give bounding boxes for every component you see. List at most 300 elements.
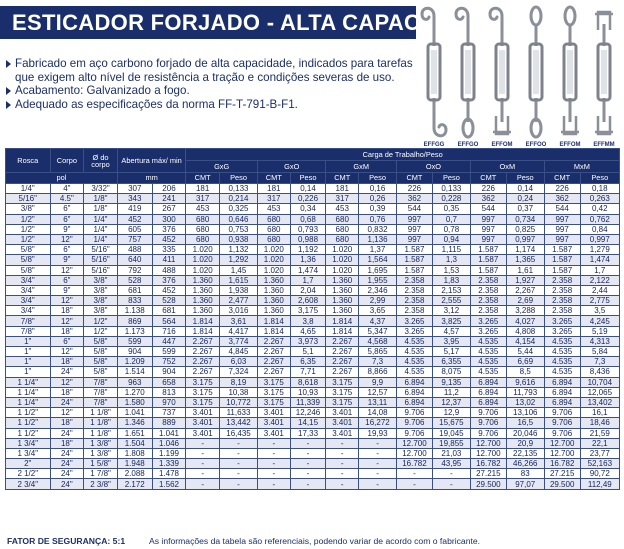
table-cell: - [290, 438, 326, 448]
table-cell: 3,8 [290, 316, 326, 326]
table-row [6, 306, 620, 316]
table-cell: 1,615 [220, 275, 258, 285]
table-cell: 3/8" [6, 204, 51, 214]
page-title: ESTICADOR FORJADO - ALTA CAPACIDADE [12, 10, 491, 35]
table-cell: 335 [152, 245, 186, 255]
table-cell: 1/2" [6, 224, 51, 234]
table-cell: 12.700 [470, 438, 506, 448]
table-cell: 16.782 [544, 459, 580, 469]
table-cell: 1/4" [6, 184, 51, 194]
table-cell: 5,84 [580, 347, 619, 357]
header-peso: Peso [290, 173, 326, 184]
table-cell: 1,53 [432, 265, 470, 275]
header-peso: Peso [432, 173, 470, 184]
table-cell: 13,402 [580, 397, 619, 407]
table-cell: 1.587 [470, 245, 506, 255]
bullet-arrow-icon [6, 87, 11, 95]
table-row [6, 367, 620, 377]
table-cell: 317 [258, 194, 291, 204]
table-cell: 680 [186, 214, 220, 224]
table-cell: 12.700 [397, 448, 433, 458]
turnbuckle-image [422, 8, 446, 148]
table-cell: 5,865 [359, 347, 397, 357]
table-cell: 452 [152, 285, 186, 295]
table-cell: 452 [152, 234, 186, 244]
table-cell: 3.175 [258, 377, 291, 387]
table-cell: 1 3/8" [84, 438, 118, 448]
turnbuckle-image [526, 7, 547, 148]
table-cell: 1,61 [506, 265, 544, 275]
table-cell: 12,246 [290, 408, 326, 418]
table-cell: 1.270 [117, 387, 152, 397]
table-cell: 6.894 [544, 387, 580, 397]
table-row [6, 408, 620, 418]
table-cell: 0,325 [220, 204, 258, 214]
table-cell: 640 [117, 255, 152, 265]
table-cell: - [220, 469, 258, 479]
table-cell: 1.041 [117, 408, 152, 418]
table-cell: 15,675 [432, 418, 470, 428]
table-cell: 5/16" [84, 255, 118, 265]
table-cell: 3/32" [84, 184, 118, 194]
table-cell: 4.535 [544, 347, 580, 357]
table-cell: 19,855 [432, 438, 470, 448]
product-images [418, 2, 622, 148]
table-cell: 1.020 [326, 265, 359, 275]
table-cell: 1 3/8" [84, 448, 118, 458]
table-cell: 4,313 [580, 336, 619, 346]
table-row [6, 448, 620, 458]
table-cell: 267 [152, 204, 186, 214]
table-cell: 1/4" [84, 234, 118, 244]
safety-factor: FATOR DE SEGURANÇA: 5:1 [7, 536, 126, 546]
header-pol: pol [6, 173, 118, 184]
table-cell: 1,36 [290, 255, 326, 265]
table-cell: 6.894 [470, 377, 506, 387]
header-peso: Peso [359, 173, 397, 184]
table-row [6, 357, 620, 367]
table-cell: 2.172 [117, 479, 152, 489]
table-cell: 997 [544, 214, 580, 224]
table-cell: 1.360 [258, 296, 291, 306]
table-cell: 2.267 [258, 347, 291, 357]
table-cell: 4,845 [220, 347, 258, 357]
table-cell: 997 [544, 234, 580, 244]
table-cell: 544 [544, 204, 580, 214]
table-cell: 18" [50, 387, 84, 397]
table-cell: 1.346 [117, 418, 152, 428]
table-cell: 0,16 [359, 184, 397, 194]
table-cell: 9" [50, 285, 84, 295]
table-cell: 680 [258, 214, 291, 224]
table-cell: 1 5/8" [84, 459, 118, 469]
table-cell: 1.814 [258, 326, 291, 336]
table-cell: 2.267 [326, 347, 359, 357]
table-cell: 6" [50, 245, 84, 255]
table-cell: 9.706 [470, 408, 506, 418]
table-cell: 2.267 [326, 367, 359, 377]
table-cell: 1" [6, 336, 51, 346]
table-cell: 83 [506, 469, 544, 479]
table-cell: 0,214 [220, 194, 258, 204]
table-cell: 4.535 [470, 347, 506, 357]
table-cell: 13,442 [220, 418, 258, 428]
table-cell: 10,93 [290, 387, 326, 397]
table-cell: 2.267 [186, 347, 220, 357]
table-cell: 0,997 [580, 234, 619, 244]
table-cell: 3/8" [84, 306, 118, 316]
table-cell: 1/2" [6, 214, 51, 224]
table-cell: 2.358 [470, 296, 506, 306]
table-cell: 29.500 [470, 479, 506, 489]
table-cell: 2,69 [506, 296, 544, 306]
table-cell: 12.700 [397, 438, 433, 448]
table-cell: 3.175 [326, 397, 359, 407]
table-cell: 488 [152, 265, 186, 275]
table-cell: 1 1/8" [84, 408, 118, 418]
table-cell: 17,33 [290, 428, 326, 438]
table-cell: 2.088 [117, 469, 152, 479]
product-code: EFFGG [423, 142, 445, 148]
table-cell: 2.358 [397, 306, 433, 316]
table-cell: 0,68 [290, 214, 326, 224]
table-cell: 3/4" [6, 306, 51, 316]
table-cell: 1,938 [220, 285, 258, 295]
table-row [6, 255, 620, 265]
table-cell: 16.782 [470, 459, 506, 469]
table-cell: 1.814 [326, 326, 359, 336]
table-cell: 904 [152, 367, 186, 377]
table-cell: 1.046 [152, 438, 186, 448]
header-cmt: CMT [470, 173, 506, 184]
table-cell: 1.020 [258, 265, 291, 275]
table-row [6, 387, 620, 397]
table-cell: 6,35 [290, 357, 326, 367]
table-cell: 4.535 [397, 357, 433, 367]
table-row [6, 234, 620, 244]
table-cell: 1.587 [470, 255, 506, 265]
table-row [6, 285, 620, 295]
table-cell: 317 [186, 194, 220, 204]
table-cell: 0,26 [359, 194, 397, 204]
table-cell: - [186, 479, 220, 489]
table-cell: 3.175 [186, 377, 220, 387]
table-cell: 1/2" [84, 326, 118, 336]
table-cell: 544 [397, 204, 433, 214]
table-cell: 21,59 [580, 428, 619, 438]
header-peso: Peso [580, 173, 619, 184]
table-cell: 1.360 [186, 306, 220, 316]
table-cell: 4,027 [506, 316, 544, 326]
table-cell: 9.706 [470, 418, 506, 428]
table-cell: 904 [117, 347, 152, 357]
table-cell: - [397, 469, 433, 479]
table-cell: - [432, 469, 470, 479]
table-cell: 4.535 [544, 357, 580, 367]
table-cell: 1/8" [84, 194, 118, 204]
footer [7, 536, 622, 546]
table-cell: 4.535 [470, 336, 506, 346]
table-cell: 4.5" [50, 194, 84, 204]
table-cell: 1.360 [186, 275, 220, 285]
table-cell: 0,762 [580, 214, 619, 224]
table-cell: 2.358 [470, 285, 506, 295]
table-cell: 2.267 [186, 357, 220, 367]
table-cell: 7,3 [580, 357, 619, 367]
table-cell: 4.535 [544, 336, 580, 346]
table-cell: 12" [50, 234, 84, 244]
table-cell: 6,03 [220, 357, 258, 367]
table-cell: 4" [50, 184, 84, 194]
table-cell: 9.706 [544, 428, 580, 438]
table-cell: 1.360 [326, 285, 359, 295]
feature-item: Fabricado em aço carbono forjado de alta capacidade, indicados para tarefas que exigem alto nível de resistência a tração e condições severas de uso. [6, 57, 416, 84]
table-cell: 376 [152, 275, 186, 285]
table-cell: 453 [186, 204, 220, 214]
table-cell: 18" [50, 306, 84, 316]
table-cell: 2.267 [326, 336, 359, 346]
table-cell: 6,69 [506, 357, 544, 367]
table-cell: 4.535 [544, 367, 580, 377]
table-cell: 8,19 [220, 377, 258, 387]
table-cell: 997 [470, 214, 506, 224]
table-row [6, 459, 620, 469]
table-cell: 9,135 [432, 377, 470, 387]
table-cell: 8,866 [359, 367, 397, 377]
table-cell: 9,9 [359, 377, 397, 387]
table-cell: 9.706 [397, 418, 433, 428]
table-cell: 7,324 [220, 367, 258, 377]
table-cell: 12,9 [432, 408, 470, 418]
table-cell: 997 [397, 224, 433, 234]
table-cell: 1 3/4" [6, 438, 51, 448]
table-cell: 52,163 [580, 459, 619, 469]
table-cell: 5/16" [84, 265, 118, 275]
table-cell: 4.535 [470, 367, 506, 377]
table-cell: 1 1/2" [6, 418, 51, 428]
table-cell: 18" [50, 357, 84, 367]
table-row [6, 418, 620, 428]
table-cell: 241 [152, 194, 186, 204]
table-cell: 453 [326, 204, 359, 214]
table-cell: 447 [152, 336, 186, 346]
table-cell: 4.535 [470, 357, 506, 367]
table-cell: 14,08 [359, 408, 397, 418]
table-cell: 362 [544, 194, 580, 204]
table-cell: 2.358 [470, 306, 506, 316]
table-cell: 2,99 [359, 296, 397, 306]
table-cell: 528 [152, 296, 186, 306]
table-cell: 5,17 [432, 347, 470, 357]
table-cell: - [359, 448, 397, 458]
table-cell: 1 1/8" [84, 428, 118, 438]
disclaimer: As informações da tabela são referenciais, podendo variar de acordo com o fabricante. [149, 536, 481, 546]
table-cell: 1 1/2" [6, 408, 51, 418]
table-cell: - [432, 479, 470, 489]
header-group: OxM [470, 161, 544, 173]
table-cell: 3/4" [6, 275, 51, 285]
table-cell: - [326, 438, 359, 448]
table-cell: 1/4" [84, 214, 118, 224]
table-cell: 23,77 [580, 448, 619, 458]
table-cell: 2" [6, 459, 51, 469]
table-cell: 1 3/4" [6, 448, 51, 458]
table-cell: 1.562 [152, 479, 186, 489]
table-cell: 5/8" [6, 265, 51, 275]
table-cell: 0,753 [220, 224, 258, 234]
table-cell: 1.138 [117, 306, 152, 316]
table-cell: 8,075 [432, 367, 470, 377]
table-cell: 1.020 [258, 255, 291, 265]
table-cell: 1.587 [397, 245, 433, 255]
table-row [6, 245, 620, 255]
table-cell: 7/8" [84, 377, 118, 387]
table-cell: 1,7 [580, 265, 619, 275]
table-cell: 1 1/4" [6, 397, 51, 407]
table-cell: 997 [397, 234, 433, 244]
header-rosca: Rosca [6, 149, 51, 173]
table-cell: 8,5 [506, 367, 544, 377]
table-cell: 112,49 [580, 479, 619, 489]
table-row [6, 224, 620, 234]
table-cell: 0,7 [432, 214, 470, 224]
table-cell: 3.175 [186, 387, 220, 397]
table-cell: 1.020 [258, 245, 291, 255]
table-cell: 3.401 [326, 418, 359, 428]
table-cell: 2,775 [580, 296, 619, 306]
table-cell: - [397, 479, 433, 489]
table-row [6, 265, 620, 275]
table-cell: 1,279 [580, 245, 619, 255]
table-cell: 18" [50, 326, 84, 336]
table-cell: 2 1/2" [6, 469, 51, 479]
table-row [6, 296, 620, 306]
table-cell: 3.265 [470, 316, 506, 326]
table-cell: 6" [50, 214, 84, 224]
table-cell: 680 [258, 234, 291, 244]
table-cell: 564 [152, 316, 186, 326]
table-cell: 1.814 [326, 316, 359, 326]
table-cell: 3.175 [258, 397, 291, 407]
table-cell: 869 [117, 316, 152, 326]
table-cell: 3.401 [258, 408, 291, 418]
table-cell: 1,927 [506, 275, 544, 285]
table-row [6, 469, 620, 479]
table-cell: 9,616 [506, 377, 544, 387]
table-cell: 0,133 [220, 184, 258, 194]
table-cell: 3,65 [359, 306, 397, 316]
header-abertura: Abertura máx/ min [117, 149, 185, 173]
table-cell: 1.360 [186, 296, 220, 306]
table-cell: - [326, 448, 359, 458]
table-cell: 0,997 [506, 234, 544, 244]
turnbuckle-image [456, 8, 479, 148]
header-diam-corpo: Ø do corpo [84, 149, 118, 173]
table-cell: 46,266 [506, 459, 544, 469]
table-cell: 1,474 [580, 255, 619, 265]
table-cell: 12,065 [580, 387, 619, 397]
table-cell: 9" [50, 224, 84, 234]
table-cell: 1.199 [152, 448, 186, 458]
table-cell: 997 [397, 214, 433, 224]
table-cell: 181 [326, 184, 359, 194]
table-row [6, 336, 620, 346]
table-cell: 1,192 [290, 245, 326, 255]
table-cell: 1,695 [359, 265, 397, 275]
table-cell: 6.894 [397, 377, 433, 387]
table-cell: 1 1/4" [6, 387, 51, 397]
table-cell: 13,11 [359, 397, 397, 407]
table-cell: 0,734 [506, 214, 544, 224]
table-cell: 1.020 [326, 255, 359, 265]
table-cell: 5/8" [84, 357, 118, 367]
table-cell: 1.360 [186, 285, 220, 295]
table-cell: 1/2" [84, 316, 118, 326]
table-cell: 0,39 [359, 204, 397, 214]
table-cell: 1" [6, 367, 51, 377]
table-cell: 411 [152, 255, 186, 265]
table-cell: 13,106 [506, 408, 544, 418]
table-cell: 997 [470, 224, 506, 234]
table-cell: 1,45 [220, 265, 258, 275]
table-cell: 8,436 [580, 367, 619, 377]
table-cell: 3.401 [258, 428, 291, 438]
table-cell: 3,61 [220, 316, 258, 326]
table-cell: 19,045 [432, 428, 470, 438]
table-cell: 18" [50, 438, 84, 448]
table-cell: 599 [152, 347, 186, 357]
table-cell: 3.401 [326, 428, 359, 438]
table-cell: 24" [50, 459, 84, 469]
table-cell: 226 [544, 184, 580, 194]
table-cell: 889 [152, 418, 186, 428]
table-cell: 2.267 [326, 357, 359, 367]
table-row [6, 275, 620, 285]
table-cell: - [186, 448, 220, 458]
table-cell: 6" [50, 275, 84, 285]
table-cell: 11,793 [506, 387, 544, 397]
table-cell: 3,825 [432, 316, 470, 326]
table-cell: 307 [117, 184, 152, 194]
table-cell: 1/8" [84, 204, 118, 214]
table-cell: 1.360 [258, 275, 291, 285]
table-cell: 1.020 [326, 245, 359, 255]
table-cell: 1,174 [506, 245, 544, 255]
table-cell: 813 [152, 387, 186, 397]
header-group: MxM [544, 161, 619, 173]
table-cell: 680 [326, 214, 359, 224]
table-cell: 2.267 [258, 336, 291, 346]
table-cell: 3.401 [186, 418, 220, 428]
table-cell: 3.401 [186, 428, 220, 438]
table-cell: 1.808 [117, 448, 152, 458]
table-cell: 752 [152, 357, 186, 367]
table-cell: 792 [117, 265, 152, 275]
table-cell: 10,704 [580, 377, 619, 387]
table-cell: 3.265 [397, 326, 433, 336]
header-carga: Carga de Trabalho/Peso [186, 149, 620, 161]
table-cell: 3,5 [580, 306, 619, 316]
table-cell: - [258, 448, 291, 458]
table-cell: 757 [117, 234, 152, 244]
table-cell: 0,42 [580, 204, 619, 214]
table-cell: 12.700 [544, 438, 580, 448]
table-cell: 376 [152, 224, 186, 234]
table-cell: 3.401 [186, 408, 220, 418]
table-cell: - [186, 438, 220, 448]
table-cell: 24" [50, 367, 84, 377]
table-cell: 12" [50, 408, 84, 418]
